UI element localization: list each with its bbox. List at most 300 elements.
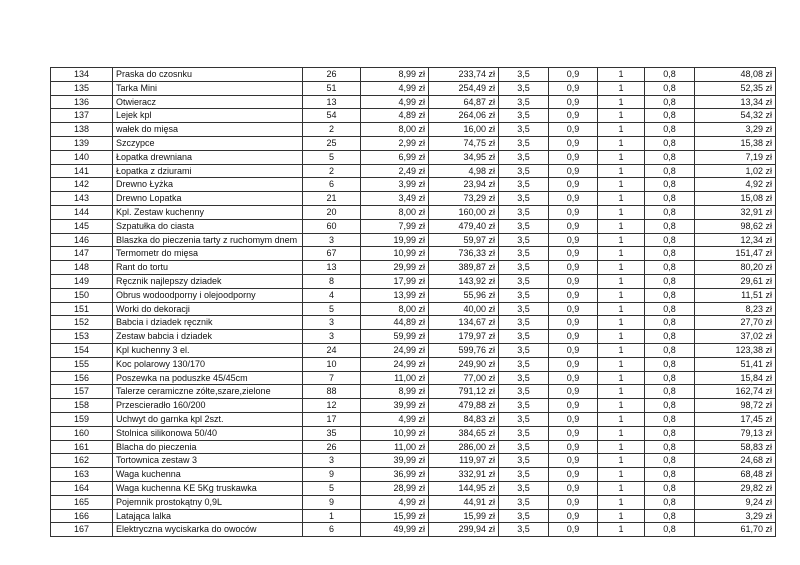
- factor-b-cell: 0,9: [549, 95, 598, 109]
- row-number-cell: 165: [51, 495, 113, 509]
- product-name-cell: Obrus wodoodporny i olejoodporny: [113, 288, 303, 302]
- product-name-cell: Kpl. Zestaw kuchenny: [113, 205, 303, 219]
- total-value-cell: 233,74 zł: [429, 68, 499, 82]
- factor-d-cell: 0,8: [645, 68, 695, 82]
- factor-d-cell: 0,8: [645, 164, 695, 178]
- factor-a-cell: 3,5: [499, 123, 549, 137]
- result-value-cell: 98,72 zł: [695, 399, 776, 413]
- row-number-cell: 164: [51, 481, 113, 495]
- table-row: [51, 426, 776, 440]
- table-row: [51, 371, 776, 385]
- factor-d-cell: 0,8: [645, 205, 695, 219]
- factor-a-cell: 3,5: [499, 399, 549, 413]
- table-row: [51, 440, 776, 454]
- row-number-cell: 141: [51, 164, 113, 178]
- table-row: [51, 330, 776, 344]
- factor-a-cell: 3,5: [499, 136, 549, 150]
- table-row: [51, 247, 776, 261]
- row-number-cell: 156: [51, 371, 113, 385]
- table-row: [51, 412, 776, 426]
- unit-price-cell: 24,99 zł: [361, 343, 429, 357]
- unit-price-cell: 59,99 zł: [361, 330, 429, 344]
- factor-d-cell: 0,8: [645, 468, 695, 482]
- table-row: [51, 109, 776, 123]
- factor-d-cell: 0,8: [645, 440, 695, 454]
- product-name-cell: Łopatka drewniana: [113, 150, 303, 164]
- unit-price-cell: 8,00 zł: [361, 123, 429, 137]
- factor-a-cell: 3,5: [499, 247, 549, 261]
- factor-d-cell: 0,8: [645, 150, 695, 164]
- row-number-cell: 143: [51, 192, 113, 206]
- factor-d-cell: 0,8: [645, 495, 695, 509]
- factor-d-cell: 0,8: [645, 178, 695, 192]
- factor-a-cell: 3,5: [499, 261, 549, 275]
- total-value-cell: 73,29 zł: [429, 192, 499, 206]
- factor-a-cell: 3,5: [499, 440, 549, 454]
- product-name-cell: Tortownica zestaw 3: [113, 454, 303, 468]
- quantity-cell: 5: [303, 481, 361, 495]
- factor-a-cell: 3,5: [499, 481, 549, 495]
- factor-c-cell: 1: [598, 468, 645, 482]
- product-name-cell: Tarka Mini: [113, 81, 303, 95]
- factor-b-cell: 0,9: [549, 357, 598, 371]
- row-number-cell: 144: [51, 205, 113, 219]
- table-row: [51, 399, 776, 413]
- factor-c-cell: 1: [598, 316, 645, 330]
- factor-c-cell: 1: [598, 330, 645, 344]
- product-name-cell: Rant do tortu: [113, 261, 303, 275]
- result-value-cell: 98,62 zł: [695, 219, 776, 233]
- factor-b-cell: 0,9: [549, 440, 598, 454]
- table-row: [51, 164, 776, 178]
- total-value-cell: 160,00 zł: [429, 205, 499, 219]
- factor-d-cell: 0,8: [645, 343, 695, 357]
- factor-a-cell: 3,5: [499, 330, 549, 344]
- row-number-cell: 139: [51, 136, 113, 150]
- unit-price-cell: 8,00 zł: [361, 205, 429, 219]
- quantity-cell: 35: [303, 426, 361, 440]
- factor-c-cell: 1: [598, 426, 645, 440]
- row-number-cell: 167: [51, 523, 113, 537]
- unit-price-cell: 2,49 zł: [361, 164, 429, 178]
- row-number-cell: 157: [51, 385, 113, 399]
- factor-d-cell: 0,8: [645, 233, 695, 247]
- result-value-cell: 15,84 zł: [695, 371, 776, 385]
- total-value-cell: 119,97 zł: [429, 454, 499, 468]
- factor-a-cell: 3,5: [499, 302, 549, 316]
- result-value-cell: 1,02 zł: [695, 164, 776, 178]
- product-name-cell: Szczypce: [113, 136, 303, 150]
- factor-c-cell: 1: [598, 343, 645, 357]
- table-row: [51, 205, 776, 219]
- result-value-cell: 52,35 zł: [695, 81, 776, 95]
- product-name-cell: Stolnica silikonowa 50/40: [113, 426, 303, 440]
- factor-a-cell: 3,5: [499, 357, 549, 371]
- factor-b-cell: 0,9: [549, 523, 598, 537]
- table-row: [51, 288, 776, 302]
- factor-d-cell: 0,8: [645, 261, 695, 275]
- factor-c-cell: 1: [598, 205, 645, 219]
- factor-b-cell: 0,9: [549, 274, 598, 288]
- row-number-cell: 135: [51, 81, 113, 95]
- factor-c-cell: 1: [598, 399, 645, 413]
- total-value-cell: 479,40 zł: [429, 219, 499, 233]
- factor-a-cell: 3,5: [499, 95, 549, 109]
- total-value-cell: 736,33 zł: [429, 247, 499, 261]
- quantity-cell: 13: [303, 261, 361, 275]
- row-number-cell: 166: [51, 509, 113, 523]
- factor-d-cell: 0,8: [645, 219, 695, 233]
- result-value-cell: 8,23 zł: [695, 302, 776, 316]
- result-value-cell: 3,29 zł: [695, 509, 776, 523]
- factor-c-cell: 1: [598, 385, 645, 399]
- product-name-cell: Szpatułka do ciasta: [113, 219, 303, 233]
- unit-price-cell: 19,99 zł: [361, 233, 429, 247]
- product-name-cell: Blacha do pieczenia: [113, 440, 303, 454]
- result-value-cell: 29,82 zł: [695, 481, 776, 495]
- result-value-cell: 9,24 zł: [695, 495, 776, 509]
- total-value-cell: 384,65 zł: [429, 426, 499, 440]
- product-name-cell: Łopatka z dziurami: [113, 164, 303, 178]
- product-name-cell: Waga kuchenna KE 5Kg truskawka: [113, 481, 303, 495]
- factor-b-cell: 0,9: [549, 330, 598, 344]
- result-value-cell: 80,20 zł: [695, 261, 776, 275]
- quantity-cell: 12: [303, 399, 361, 413]
- quantity-cell: 17: [303, 412, 361, 426]
- factor-c-cell: 1: [598, 123, 645, 137]
- factor-b-cell: 0,9: [549, 205, 598, 219]
- total-value-cell: 59,97 zł: [429, 233, 499, 247]
- quantity-cell: 67: [303, 247, 361, 261]
- factor-b-cell: 0,9: [549, 81, 598, 95]
- product-name-cell: wałek do mięsa: [113, 123, 303, 137]
- unit-price-cell: 39,99 zł: [361, 399, 429, 413]
- unit-price-cell: 36,99 zł: [361, 468, 429, 482]
- factor-d-cell: 0,8: [645, 136, 695, 150]
- factor-d-cell: 0,8: [645, 330, 695, 344]
- factor-a-cell: 3,5: [499, 468, 549, 482]
- result-value-cell: 15,38 zł: [695, 136, 776, 150]
- table-row: [51, 316, 776, 330]
- factor-d-cell: 0,8: [645, 302, 695, 316]
- quantity-cell: 21: [303, 192, 361, 206]
- factor-b-cell: 0,9: [549, 136, 598, 150]
- unit-price-cell: 8,00 zł: [361, 302, 429, 316]
- quantity-cell: 54: [303, 109, 361, 123]
- table-row: [51, 81, 776, 95]
- total-value-cell: 479,88 zł: [429, 399, 499, 413]
- quantity-cell: 5: [303, 302, 361, 316]
- factor-b-cell: 0,9: [549, 68, 598, 82]
- factor-c-cell: 1: [598, 109, 645, 123]
- product-name-cell: Praska do czosnku: [113, 68, 303, 82]
- unit-price-cell: 39,99 zł: [361, 454, 429, 468]
- factor-b-cell: 0,9: [549, 481, 598, 495]
- factor-c-cell: 1: [598, 523, 645, 537]
- total-value-cell: 599,76 zł: [429, 343, 499, 357]
- table-row: [51, 68, 776, 82]
- result-value-cell: 48,08 zł: [695, 68, 776, 82]
- factor-c-cell: 1: [598, 412, 645, 426]
- factor-a-cell: 3,5: [499, 274, 549, 288]
- factor-d-cell: 0,8: [645, 288, 695, 302]
- unit-price-cell: 11,00 zł: [361, 440, 429, 454]
- quantity-cell: 25: [303, 136, 361, 150]
- table-row: [51, 233, 776, 247]
- result-value-cell: 58,83 zł: [695, 440, 776, 454]
- factor-a-cell: 3,5: [499, 371, 549, 385]
- row-number-cell: 162: [51, 454, 113, 468]
- quantity-cell: 51: [303, 81, 361, 95]
- factor-d-cell: 0,8: [645, 454, 695, 468]
- unit-price-cell: 11,00 zł: [361, 371, 429, 385]
- product-name-cell: Latająca lalka: [113, 509, 303, 523]
- unit-price-cell: 10,99 zł: [361, 426, 429, 440]
- result-value-cell: 24,68 zł: [695, 454, 776, 468]
- factor-d-cell: 0,8: [645, 109, 695, 123]
- factor-a-cell: 3,5: [499, 150, 549, 164]
- factor-d-cell: 0,8: [645, 412, 695, 426]
- factor-c-cell: 1: [598, 440, 645, 454]
- factor-d-cell: 0,8: [645, 509, 695, 523]
- factor-d-cell: 0,8: [645, 399, 695, 413]
- factor-d-cell: 0,8: [645, 81, 695, 95]
- total-value-cell: 64,87 zł: [429, 95, 499, 109]
- factor-b-cell: 0,9: [549, 385, 598, 399]
- table-row: [51, 343, 776, 357]
- row-number-cell: 145: [51, 219, 113, 233]
- table-row: [51, 150, 776, 164]
- factor-c-cell: 1: [598, 288, 645, 302]
- unit-price-cell: 8,99 zł: [361, 385, 429, 399]
- factor-c-cell: 1: [598, 81, 645, 95]
- factor-b-cell: 0,9: [549, 454, 598, 468]
- quantity-cell: 3: [303, 316, 361, 330]
- total-value-cell: 144,95 zł: [429, 481, 499, 495]
- row-number-cell: 137: [51, 109, 113, 123]
- quantity-cell: 6: [303, 178, 361, 192]
- result-value-cell: 27,70 zł: [695, 316, 776, 330]
- factor-b-cell: 0,9: [549, 247, 598, 261]
- product-name-cell: Waga kuchenna: [113, 468, 303, 482]
- product-name-cell: Worki do dekoracji: [113, 302, 303, 316]
- table-row: [51, 481, 776, 495]
- factor-c-cell: 1: [598, 357, 645, 371]
- result-value-cell: 37,02 zł: [695, 330, 776, 344]
- table-row: [51, 509, 776, 523]
- total-value-cell: 77,00 zł: [429, 371, 499, 385]
- total-value-cell: 44,91 zł: [429, 495, 499, 509]
- factor-b-cell: 0,9: [549, 399, 598, 413]
- unit-price-cell: 4,99 zł: [361, 81, 429, 95]
- table-row: [51, 454, 776, 468]
- row-number-cell: 146: [51, 233, 113, 247]
- result-value-cell: 32,91 zł: [695, 205, 776, 219]
- factor-a-cell: 3,5: [499, 233, 549, 247]
- factor-c-cell: 1: [598, 233, 645, 247]
- factor-d-cell: 0,8: [645, 192, 695, 206]
- factor-c-cell: 1: [598, 150, 645, 164]
- factor-b-cell: 0,9: [549, 219, 598, 233]
- unit-price-cell: 4,99 zł: [361, 95, 429, 109]
- table-row: [51, 261, 776, 275]
- factor-d-cell: 0,8: [645, 357, 695, 371]
- factor-a-cell: 3,5: [499, 426, 549, 440]
- table-row: [51, 274, 776, 288]
- unit-price-cell: 6,99 zł: [361, 150, 429, 164]
- factor-a-cell: 3,5: [499, 288, 549, 302]
- factor-a-cell: 3,5: [499, 164, 549, 178]
- row-number-cell: 147: [51, 247, 113, 261]
- factor-d-cell: 0,8: [645, 95, 695, 109]
- factor-b-cell: 0,9: [549, 261, 598, 275]
- factor-c-cell: 1: [598, 495, 645, 509]
- factor-c-cell: 1: [598, 274, 645, 288]
- factor-a-cell: 3,5: [499, 81, 549, 95]
- row-number-cell: 138: [51, 123, 113, 137]
- table-row: [51, 192, 776, 206]
- unit-price-cell: 3,99 zł: [361, 178, 429, 192]
- result-value-cell: 79,13 zł: [695, 426, 776, 440]
- factor-c-cell: 1: [598, 481, 645, 495]
- total-value-cell: 34,95 zł: [429, 150, 499, 164]
- quantity-cell: 26: [303, 68, 361, 82]
- result-value-cell: 3,29 zł: [695, 123, 776, 137]
- result-value-cell: 29,61 zł: [695, 274, 776, 288]
- factor-d-cell: 0,8: [645, 247, 695, 261]
- unit-price-cell: 8,99 zł: [361, 68, 429, 82]
- unit-price-cell: 3,49 zł: [361, 192, 429, 206]
- row-number-cell: 160: [51, 426, 113, 440]
- total-value-cell: 16,00 zł: [429, 123, 499, 137]
- quantity-cell: 10: [303, 357, 361, 371]
- result-value-cell: 68,48 zł: [695, 468, 776, 482]
- factor-d-cell: 0,8: [645, 426, 695, 440]
- product-name-cell: Babcia i dziadek ręcznik: [113, 316, 303, 330]
- factor-a-cell: 3,5: [499, 109, 549, 123]
- factor-c-cell: 1: [598, 219, 645, 233]
- unit-price-cell: 15,99 zł: [361, 509, 429, 523]
- factor-c-cell: 1: [598, 68, 645, 82]
- factor-b-cell: 0,9: [549, 426, 598, 440]
- factor-b-cell: 0,9: [549, 123, 598, 137]
- product-name-cell: Talerze ceramiczne zółte,szare,zielone: [113, 385, 303, 399]
- quantity-cell: 3: [303, 454, 361, 468]
- total-value-cell: 23,94 zł: [429, 178, 499, 192]
- product-name-cell: Poszewka na poduszke 45/45cm: [113, 371, 303, 385]
- row-number-cell: 154: [51, 343, 113, 357]
- row-number-cell: 142: [51, 178, 113, 192]
- row-number-cell: 159: [51, 412, 113, 426]
- row-number-cell: 150: [51, 288, 113, 302]
- table-row: [51, 219, 776, 233]
- total-value-cell: 15,99 zł: [429, 509, 499, 523]
- unit-price-cell: 2,99 zł: [361, 136, 429, 150]
- result-value-cell: 11,51 zł: [695, 288, 776, 302]
- product-name-cell: Drewno Lopatka: [113, 192, 303, 206]
- unit-price-cell: 28,99 zł: [361, 481, 429, 495]
- product-name-cell: Przescieradło 160/200: [113, 399, 303, 413]
- product-name-cell: Blaszka do pieczenia tarty z ruchomym dnem: [113, 233, 303, 247]
- quantity-cell: 4: [303, 288, 361, 302]
- quantity-cell: 13: [303, 95, 361, 109]
- unit-price-cell: 4,89 zł: [361, 109, 429, 123]
- quantity-cell: 60: [303, 219, 361, 233]
- unit-price-cell: 10,99 zł: [361, 247, 429, 261]
- row-number-cell: 134: [51, 68, 113, 82]
- row-number-cell: 153: [51, 330, 113, 344]
- product-name-cell: Termometr do mięsa: [113, 247, 303, 261]
- factor-c-cell: 1: [598, 192, 645, 206]
- factor-a-cell: 3,5: [499, 219, 549, 233]
- factor-d-cell: 0,8: [645, 274, 695, 288]
- factor-c-cell: 1: [598, 261, 645, 275]
- quantity-cell: 2: [303, 164, 361, 178]
- factor-b-cell: 0,9: [549, 343, 598, 357]
- row-number-cell: 161: [51, 440, 113, 454]
- product-name-cell: Otwieracz: [113, 95, 303, 109]
- total-value-cell: 134,67 zł: [429, 316, 499, 330]
- total-value-cell: 389,87 zł: [429, 261, 499, 275]
- product-name-cell: Ręcznik najlepszy dziadek: [113, 274, 303, 288]
- table-row: [51, 178, 776, 192]
- table-row: [51, 123, 776, 137]
- factor-c-cell: 1: [598, 136, 645, 150]
- unit-price-cell: 4,99 zł: [361, 495, 429, 509]
- factor-b-cell: 0,9: [549, 164, 598, 178]
- factor-b-cell: 0,9: [549, 412, 598, 426]
- table-row: [51, 95, 776, 109]
- factor-b-cell: 0,9: [549, 302, 598, 316]
- quantity-cell: 9: [303, 468, 361, 482]
- unit-price-cell: 24,99 zł: [361, 357, 429, 371]
- factor-c-cell: 1: [598, 247, 645, 261]
- factor-a-cell: 3,5: [499, 385, 549, 399]
- total-value-cell: 179,97 zł: [429, 330, 499, 344]
- row-number-cell: 149: [51, 274, 113, 288]
- total-value-cell: 84,83 zł: [429, 412, 499, 426]
- result-value-cell: 51,41 zł: [695, 357, 776, 371]
- factor-d-cell: 0,8: [645, 481, 695, 495]
- factor-c-cell: 1: [598, 178, 645, 192]
- factor-b-cell: 0,9: [549, 150, 598, 164]
- quantity-cell: 3: [303, 330, 361, 344]
- factor-a-cell: 3,5: [499, 205, 549, 219]
- result-value-cell: 151,47 zł: [695, 247, 776, 261]
- total-value-cell: 55,96 zł: [429, 288, 499, 302]
- unit-price-cell: 4,99 zł: [361, 412, 429, 426]
- factor-d-cell: 0,8: [645, 123, 695, 137]
- factor-d-cell: 0,8: [645, 385, 695, 399]
- factor-a-cell: 3,5: [499, 454, 549, 468]
- row-number-cell: 152: [51, 316, 113, 330]
- row-number-cell: 140: [51, 150, 113, 164]
- row-number-cell: 136: [51, 95, 113, 109]
- product-name-cell: Uchwyt do garnka kpl 2szt.: [113, 412, 303, 426]
- factor-b-cell: 0,9: [549, 371, 598, 385]
- product-name-cell: Kpl kuchenny 3 el.: [113, 343, 303, 357]
- factor-c-cell: 1: [598, 371, 645, 385]
- table-row: [51, 468, 776, 482]
- total-value-cell: 40,00 zł: [429, 302, 499, 316]
- table-row: [51, 523, 776, 537]
- unit-price-cell: 13,99 zł: [361, 288, 429, 302]
- result-value-cell: 17,45 zł: [695, 412, 776, 426]
- total-value-cell: 143,92 zł: [429, 274, 499, 288]
- total-value-cell: 332,91 zł: [429, 468, 499, 482]
- factor-d-cell: 0,8: [645, 371, 695, 385]
- total-value-cell: 299,94 zł: [429, 523, 499, 537]
